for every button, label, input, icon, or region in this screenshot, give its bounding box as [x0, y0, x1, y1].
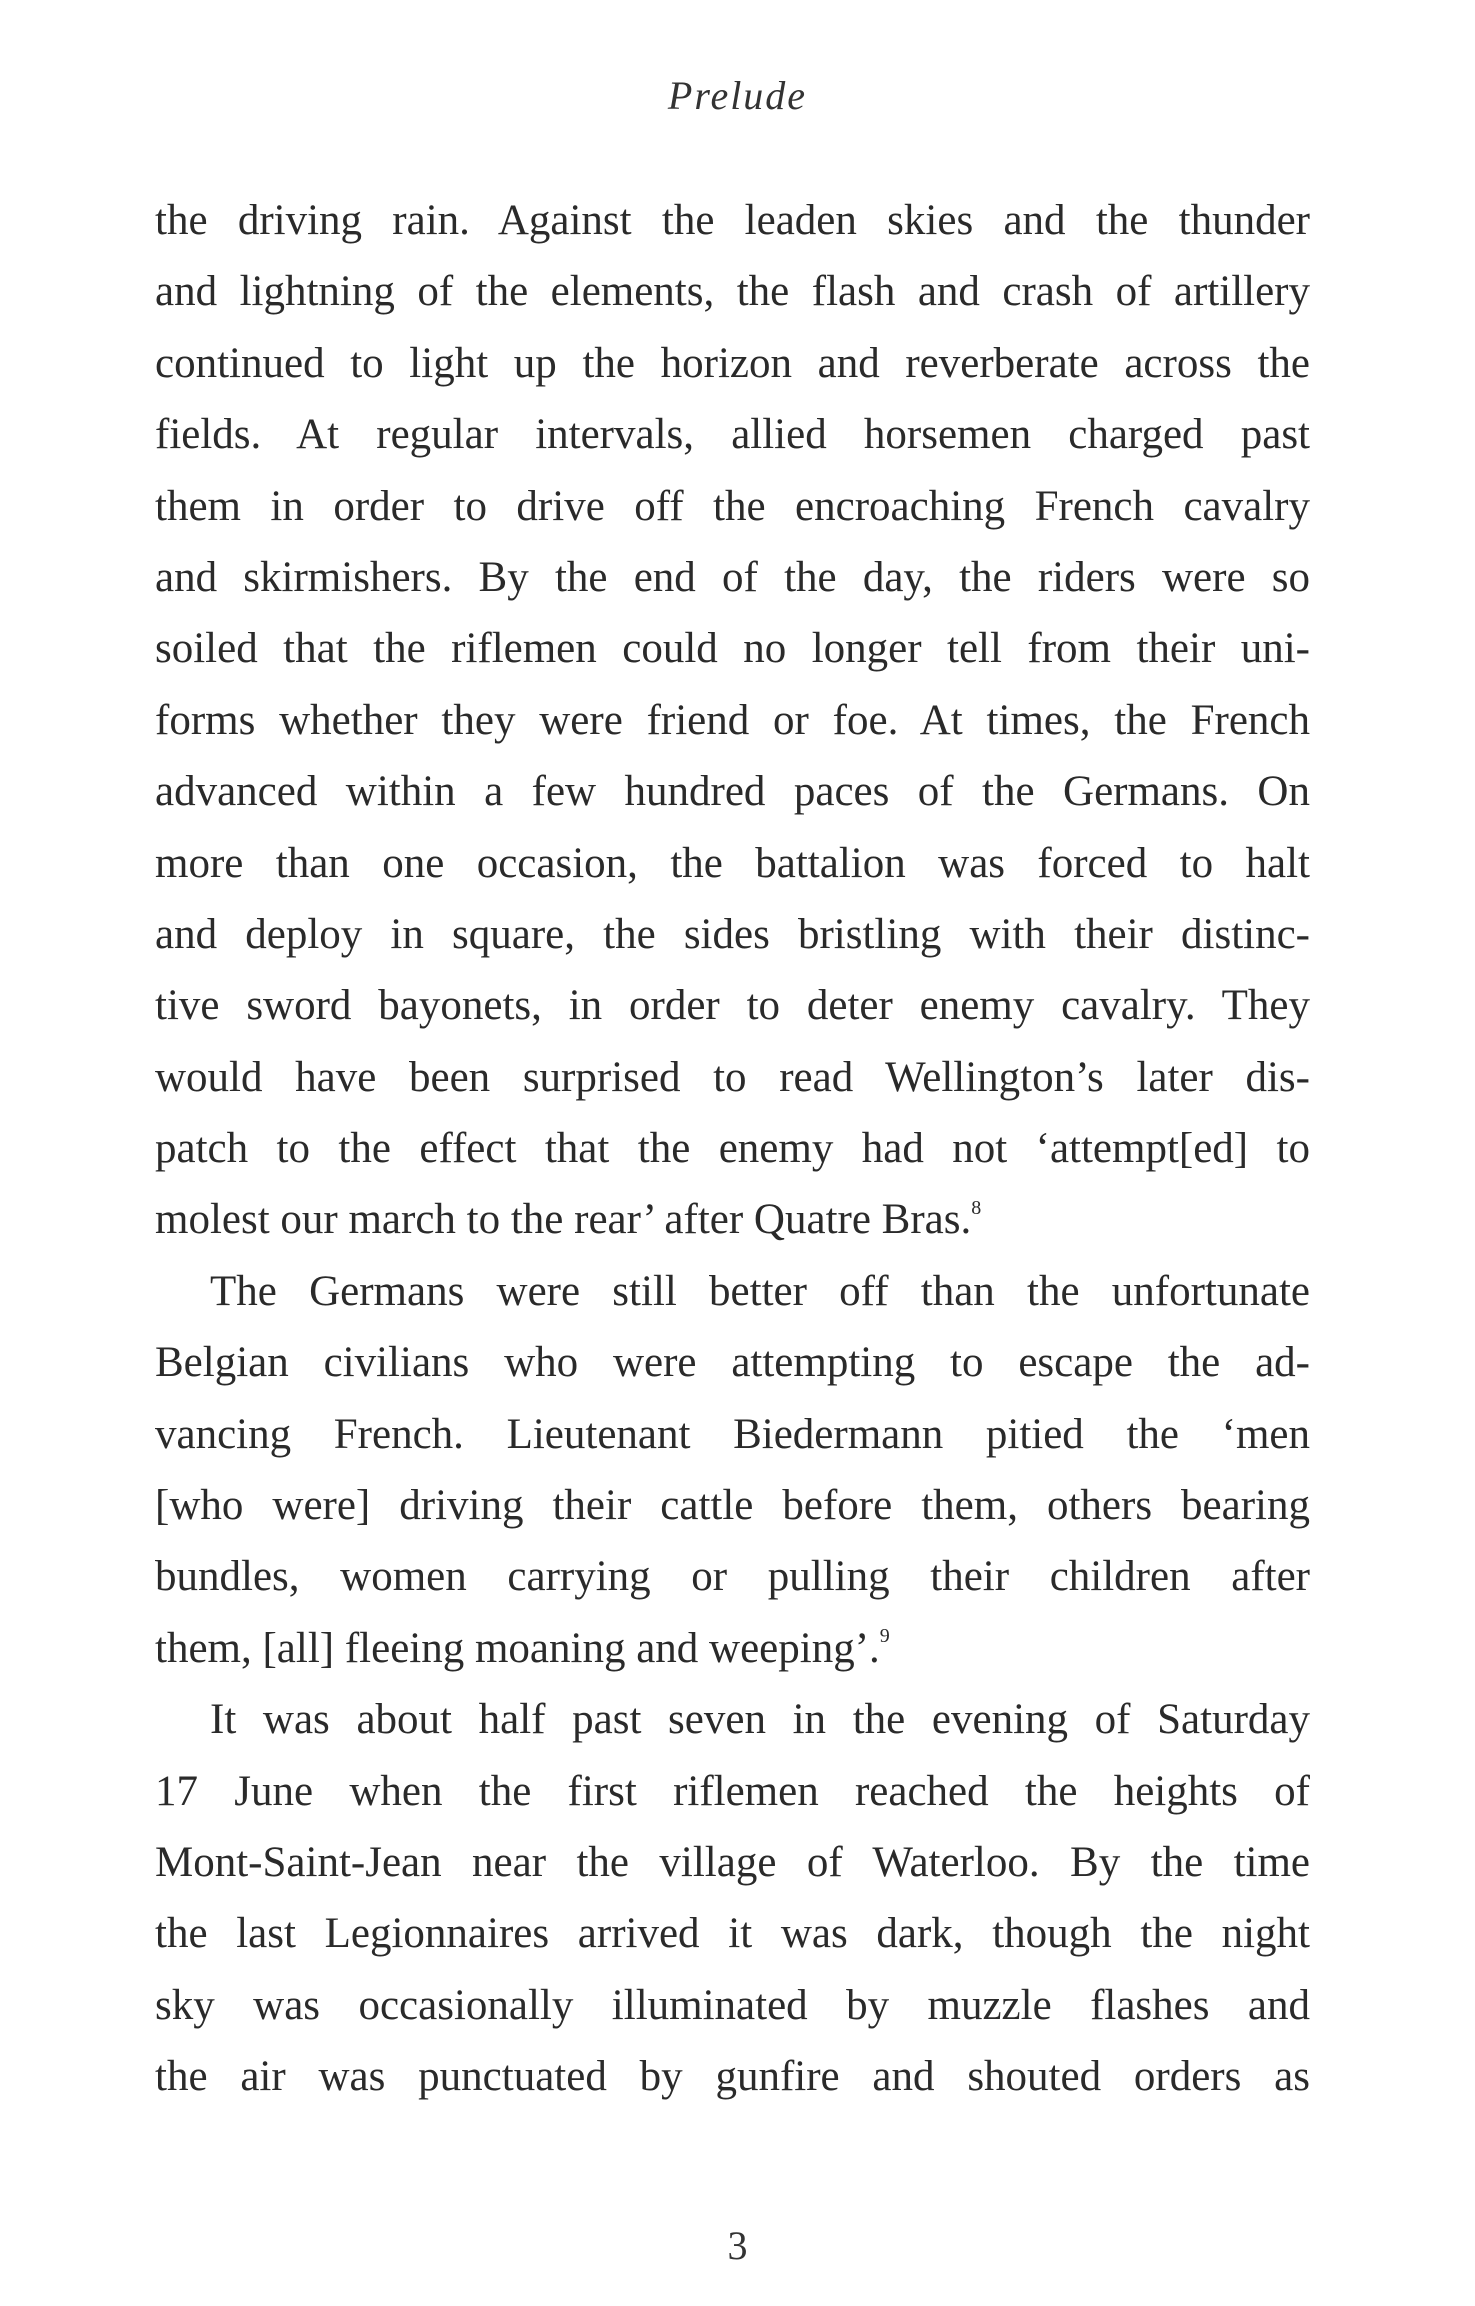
text-line: and deploy in square, the sides bristling with their distinc-: [155, 910, 1310, 958]
text-line: forms whether they were friend or foe. At times, the French: [155, 696, 1310, 744]
page-number: 3: [727, 2223, 748, 2268]
text-line: them, [all] fleeing moaning and weeping’.: [155, 1624, 880, 1672]
text-line: molest our march to the rear’ after Quatre Bras.: [155, 1196, 972, 1244]
text-line: [who were] driving their cattle before them, others bearing: [155, 1482, 1310, 1530]
text-line: would have been surprised to read Wellington’s later dis-: [155, 1053, 1310, 1101]
running-head: Prelude: [667, 73, 808, 118]
text-line: the last Legionnaires arrived it was dark, though the night: [155, 1910, 1310, 1958]
text-line: Mont-Saint-Jean near the village of Waterloo. By the time: [155, 1838, 1310, 1886]
footnote-mark: 9: [879, 1625, 890, 1648]
paragraph-start-line: The Germans were still better off than the unfortunate: [210, 1267, 1310, 1315]
paragraph-end-line: [155, 1184, 1310, 1255]
text-line: Belgian civilians who were attempting to escape the ad-: [155, 1339, 1310, 1387]
text-line: soiled that the riflemen could no longer tell from their uni-: [155, 625, 1310, 673]
text-line: and lightning of the elements, the flash and crash of artillery: [155, 268, 1310, 316]
body-text: [155, 185, 1310, 2113]
text-line: continued to light up the horizon and reverberate across the: [155, 339, 1310, 387]
text-line: the air was punctuated by gunfire and shouted orders as: [155, 2053, 1310, 2101]
text-line: the driving rain. Against the leaden skies and the thunder: [155, 197, 1310, 244]
text-line: vancing French. Lieutenant Biedermann pitied the ‘men: [155, 1410, 1310, 1458]
text-line: 17 June when the first riflemen reached the heights of: [155, 1767, 1310, 1815]
text-line: them in order to drive off the encroaching French cavalry: [155, 482, 1310, 530]
paragraph-end-line: [155, 1613, 1310, 1684]
text-line: bundles, women carrying or pulling their children after: [155, 1553, 1310, 1601]
text-line: and skirmishers. By the end of the day, the riders were so: [155, 553, 1310, 601]
text-line: fields. At regular intervals, allied horsemen charged past: [155, 411, 1310, 459]
text-line: more than one occasion, the battalion was forced to halt: [155, 839, 1310, 887]
text-line: patch to the effect that the enemy had not ‘attempt[ed] to: [155, 1125, 1310, 1173]
footnote-mark: 8: [971, 1197, 982, 1220]
paragraph-start-line: It was about half past seven in the evening of Saturday: [210, 1696, 1310, 1744]
text-line: tive sword bayonets, in order to deter enemy cavalry. They: [155, 982, 1310, 1030]
text-line: advanced within a few hundred paces of the Germans. On: [155, 768, 1310, 816]
text-line: sky was occasionally illuminated by muzzle flashes and: [155, 1981, 1310, 2029]
